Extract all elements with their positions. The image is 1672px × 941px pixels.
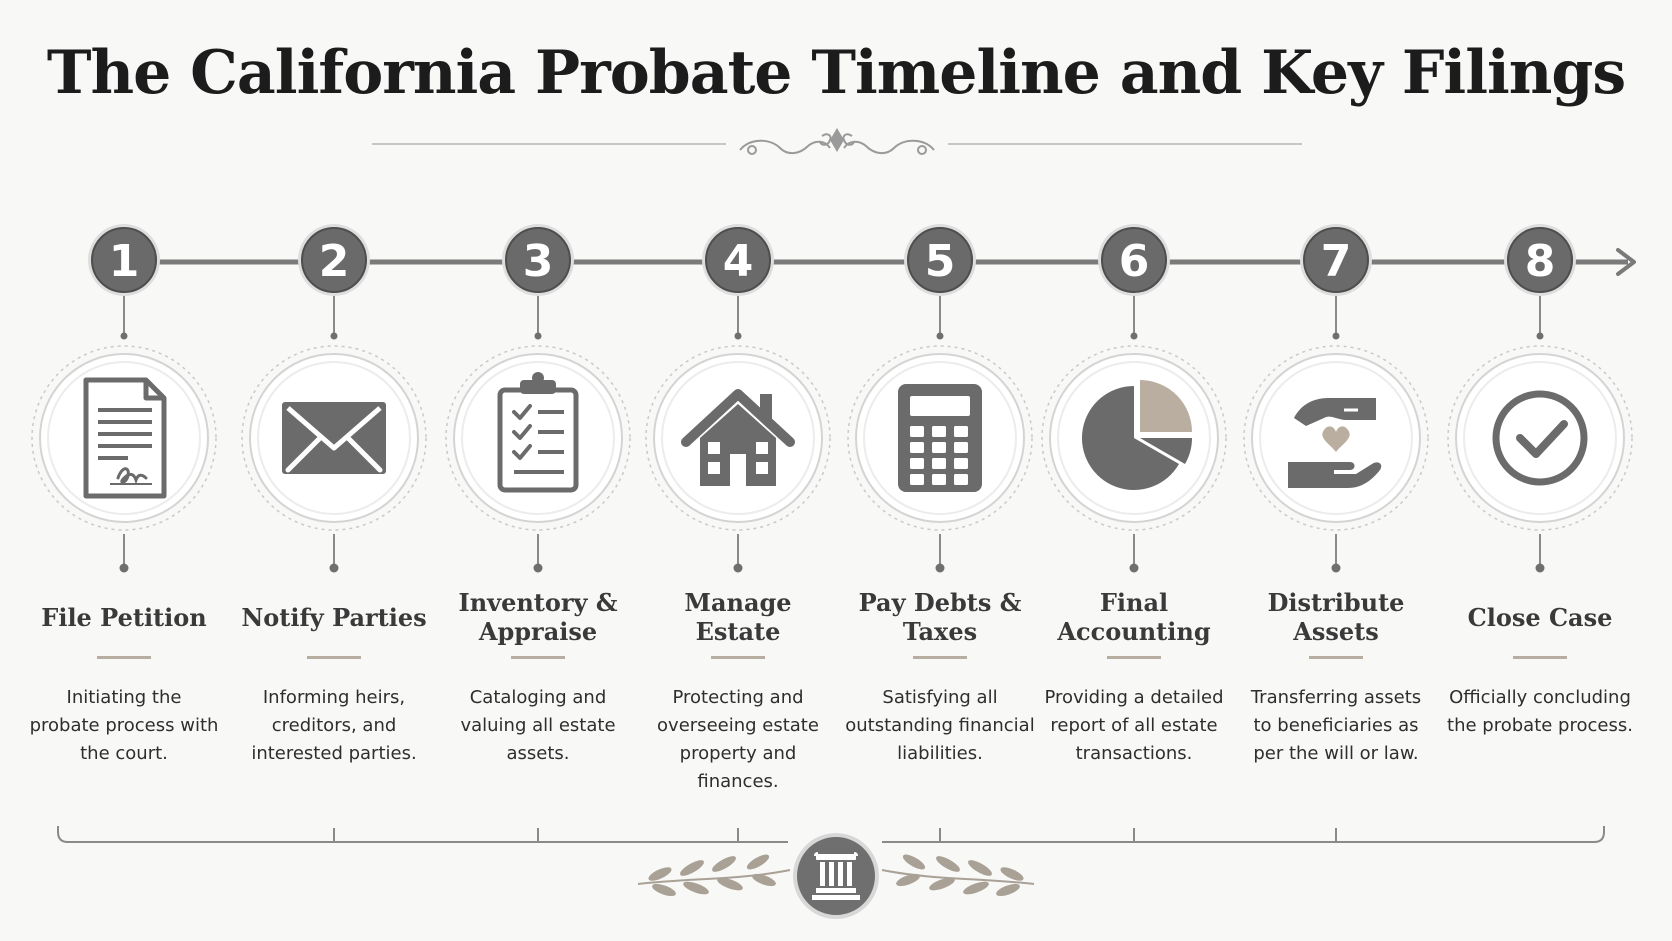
step-icon-medallion	[1448, 346, 1632, 530]
connector-dot	[1536, 564, 1545, 573]
connector-dot	[1537, 333, 1544, 340]
step-title: Distribute Assets	[1267, 588, 1405, 646]
step-icon-medallion	[1244, 346, 1428, 530]
step-number: 1	[108, 236, 140, 287]
step-number-badge	[298, 224, 370, 296]
step-number-badge	[1300, 224, 1372, 296]
connector-dot	[1333, 333, 1340, 340]
step-icon-medallion	[848, 346, 1032, 530]
step-title: Close Case	[1467, 602, 1613, 632]
connector-dot	[735, 333, 742, 340]
step-number: 4	[722, 236, 754, 287]
step-number-badge	[904, 224, 976, 296]
right-laurel-branch	[882, 853, 1034, 898]
step-icon-medallion	[446, 346, 630, 530]
title-underline	[1513, 656, 1567, 659]
step-icon-medallion	[1042, 346, 1226, 530]
title-ornament	[372, 128, 1302, 154]
title-underline	[307, 656, 361, 659]
step-description: Officially concluding the probate process.	[1447, 687, 1633, 736]
connector-dot	[734, 564, 743, 573]
title-underline	[1107, 656, 1161, 659]
step-number: 6	[1118, 236, 1150, 287]
timeline-step-7	[1244, 224, 1428, 573]
connector-dot	[534, 564, 543, 573]
step-number-badge	[702, 224, 774, 296]
title-underline	[913, 656, 967, 659]
step-title: Final Accounting	[1057, 588, 1211, 646]
step-title: File Petition	[41, 602, 207, 632]
connector-dot	[1332, 564, 1341, 573]
title-underline	[511, 656, 565, 659]
title-underline	[97, 656, 151, 659]
timeline-step-6	[1042, 224, 1226, 573]
step-title: Pay Debts & Taxes	[858, 588, 1022, 646]
step-description: Satisfying all outstanding financial liabilities.	[845, 687, 1035, 764]
timeline-step-3	[446, 224, 630, 573]
step-description: Providing a detailed report of all estate transactions.	[1044, 687, 1224, 764]
step-icon-medallion	[646, 346, 830, 530]
envelope-icon	[282, 402, 386, 474]
timeline-step-1	[32, 224, 216, 573]
connector-dot	[535, 333, 542, 340]
step-number-badge	[1098, 224, 1170, 296]
step-icon-medallion	[242, 346, 426, 530]
step-description: Initiating the probate process with the court.	[29, 687, 219, 764]
step-number-badge	[88, 224, 160, 296]
step-title: Inventory & Appraise	[458, 588, 618, 646]
step-title: Notify Parties	[241, 602, 427, 632]
connector-dot	[120, 564, 129, 573]
step-number: 7	[1320, 236, 1352, 287]
step-description: Cataloging and valuing all estate assets.	[460, 687, 616, 764]
step-number: 3	[522, 236, 554, 287]
connector-dot	[331, 333, 338, 340]
title-underline	[1309, 656, 1363, 659]
step-number-badge	[502, 224, 574, 296]
page-title: The California Probate Timeline and Key Filings	[46, 38, 1626, 108]
calculator-icon	[898, 384, 982, 492]
timeline-step-4	[646, 224, 830, 573]
step-number: 5	[924, 236, 956, 287]
connector-dot	[1131, 333, 1138, 340]
connector-dot	[121, 333, 128, 340]
step-title: Manage Estate	[684, 588, 792, 646]
title-underline	[711, 656, 765, 659]
connector-dot	[1130, 564, 1139, 573]
courthouse-column-icon	[795, 835, 877, 917]
step-number-badge	[1504, 224, 1576, 296]
timeline-step-5	[848, 224, 1032, 573]
step-description: Protecting and overseeing estate property and finances.	[657, 687, 819, 792]
step-description: Transferring assets to beneficiaries as per the will or law.	[1250, 687, 1422, 764]
step-number: 8	[1524, 236, 1556, 287]
connector-dot	[936, 564, 945, 573]
left-laurel-branch	[638, 853, 790, 898]
timeline-step-2	[242, 224, 426, 573]
step-icon-medallion	[32, 346, 216, 530]
step-number: 2	[318, 236, 350, 287]
connector-dot	[330, 564, 339, 573]
timeline-step-8	[1448, 224, 1632, 573]
connector-dot	[937, 333, 944, 340]
step-description: Informing heirs, creditors, and interested parties.	[251, 687, 417, 764]
